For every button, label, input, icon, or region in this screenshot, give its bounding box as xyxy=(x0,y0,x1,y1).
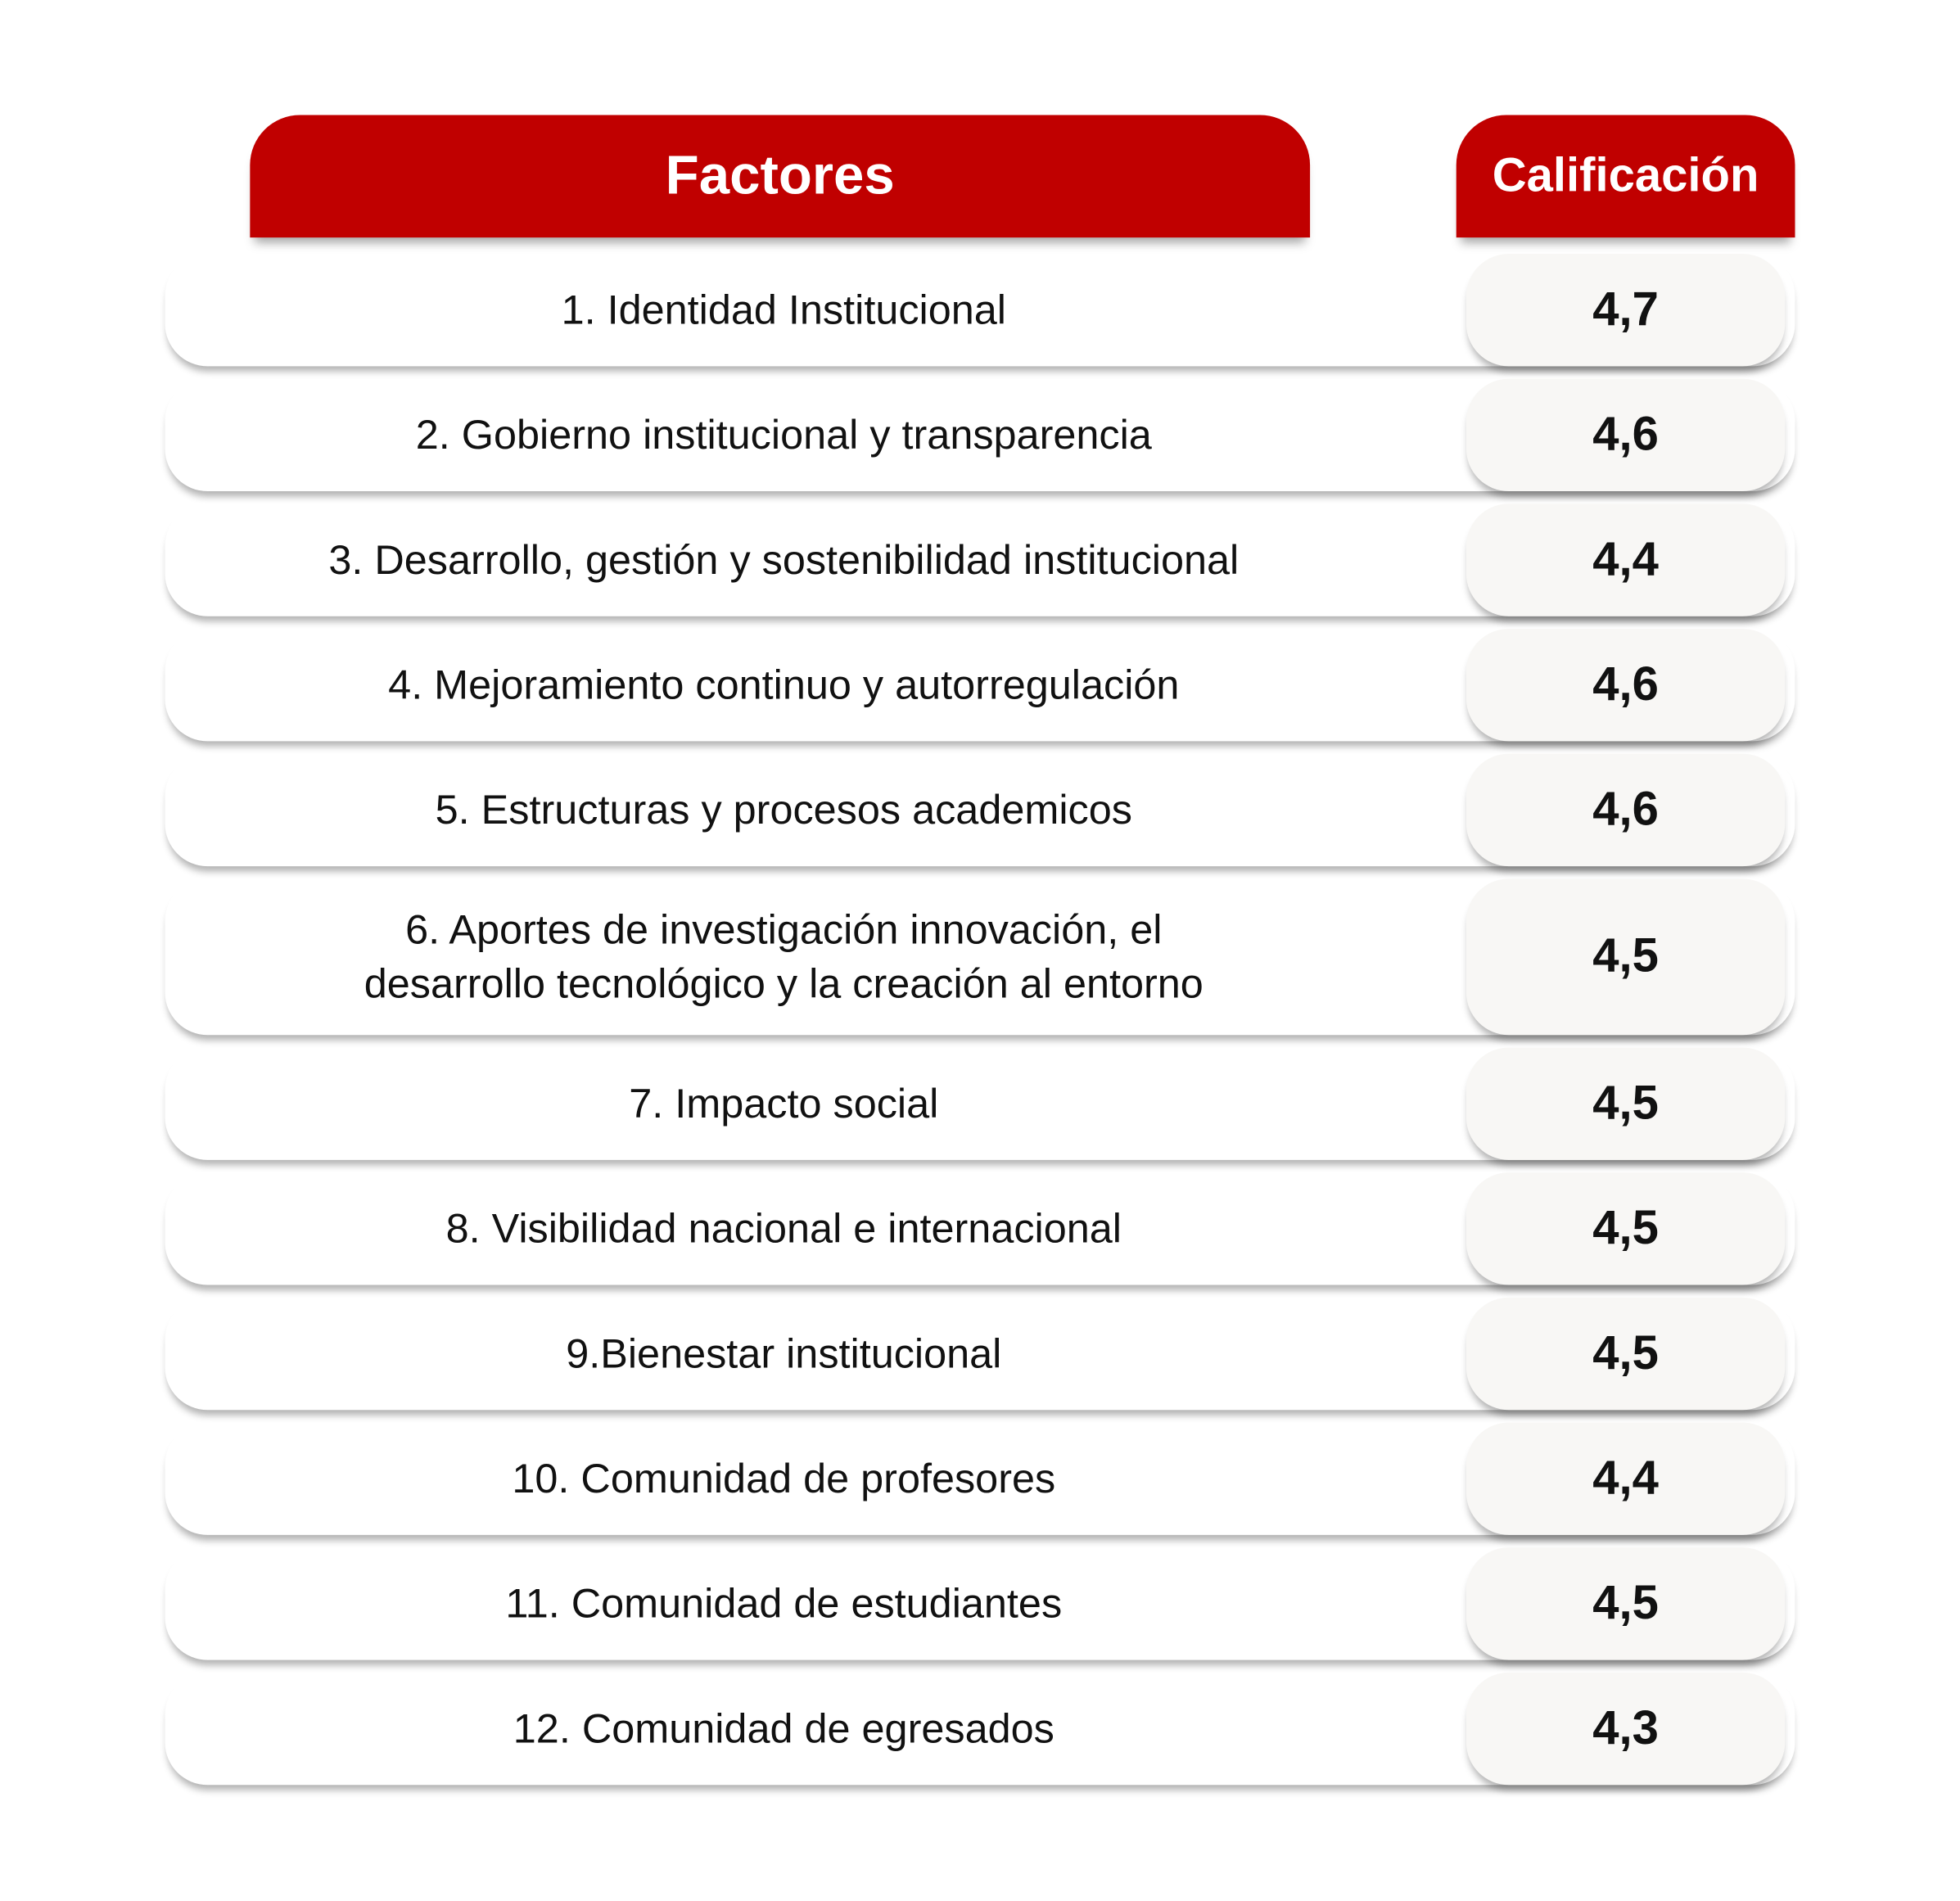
factor-label: 5. Estructuras y procesos academicos xyxy=(435,785,1132,833)
factor-label: 10. Comunidad de profesores xyxy=(512,1454,1056,1501)
score-value: 4,4 xyxy=(1466,503,1785,616)
score-value: 4,5 xyxy=(1466,1047,1785,1159)
factor-label: 1. Identidad Institucional xyxy=(561,285,1007,332)
factors-header: Factores xyxy=(250,115,1310,237)
factor-label: 7. Impacto social xyxy=(629,1079,939,1126)
table-row xyxy=(165,1547,1795,1659)
score-value: 4,7 xyxy=(1466,254,1785,366)
factor-label: 6. Aportes de investigación innovación, el desarrollo tecnológico y la creación al entorno xyxy=(364,905,1204,1006)
factor-label: 12. Comunidad de egresados xyxy=(513,1704,1055,1751)
factor-label: 9.Bienestar institucional xyxy=(566,1329,1002,1376)
table-row xyxy=(165,1298,1795,1410)
table-row xyxy=(165,1673,1795,1785)
factor-label: 4. Mejoramiento continuo y autorregulación xyxy=(388,660,1180,707)
factor-label: 8. Visibilidad nacional e internacional xyxy=(445,1204,1122,1251)
table-row xyxy=(165,754,1795,866)
score-value: 4,4 xyxy=(1466,1422,1785,1534)
score-value: 4,5 xyxy=(1466,878,1785,1035)
table-row xyxy=(165,254,1795,366)
score-value: 4,6 xyxy=(1466,629,1785,741)
score-value: 4,3 xyxy=(1466,1673,1785,1785)
score-value: 4,6 xyxy=(1466,379,1785,491)
table-row xyxy=(165,503,1795,616)
score-value: 4,6 xyxy=(1466,754,1785,866)
table-row xyxy=(165,878,1795,1035)
table-row xyxy=(165,629,1795,741)
table-row xyxy=(165,379,1795,491)
table-row xyxy=(165,1047,1795,1159)
score-value: 4,5 xyxy=(1466,1298,1785,1410)
score-value: 4,5 xyxy=(1466,1547,1785,1659)
factor-label: 2. Gobierno institucional y transparencia xyxy=(415,410,1152,458)
factor-label: 3. Desarrollo, gestión y sostenibilidad institucional xyxy=(328,535,1240,582)
table-row xyxy=(165,1422,1795,1534)
rating-header: Calificación xyxy=(1456,115,1795,237)
score-value: 4,5 xyxy=(1466,1172,1785,1285)
table-row xyxy=(165,1172,1795,1285)
factor-label: 11. Comunidad de estudiantes xyxy=(505,1579,1063,1626)
